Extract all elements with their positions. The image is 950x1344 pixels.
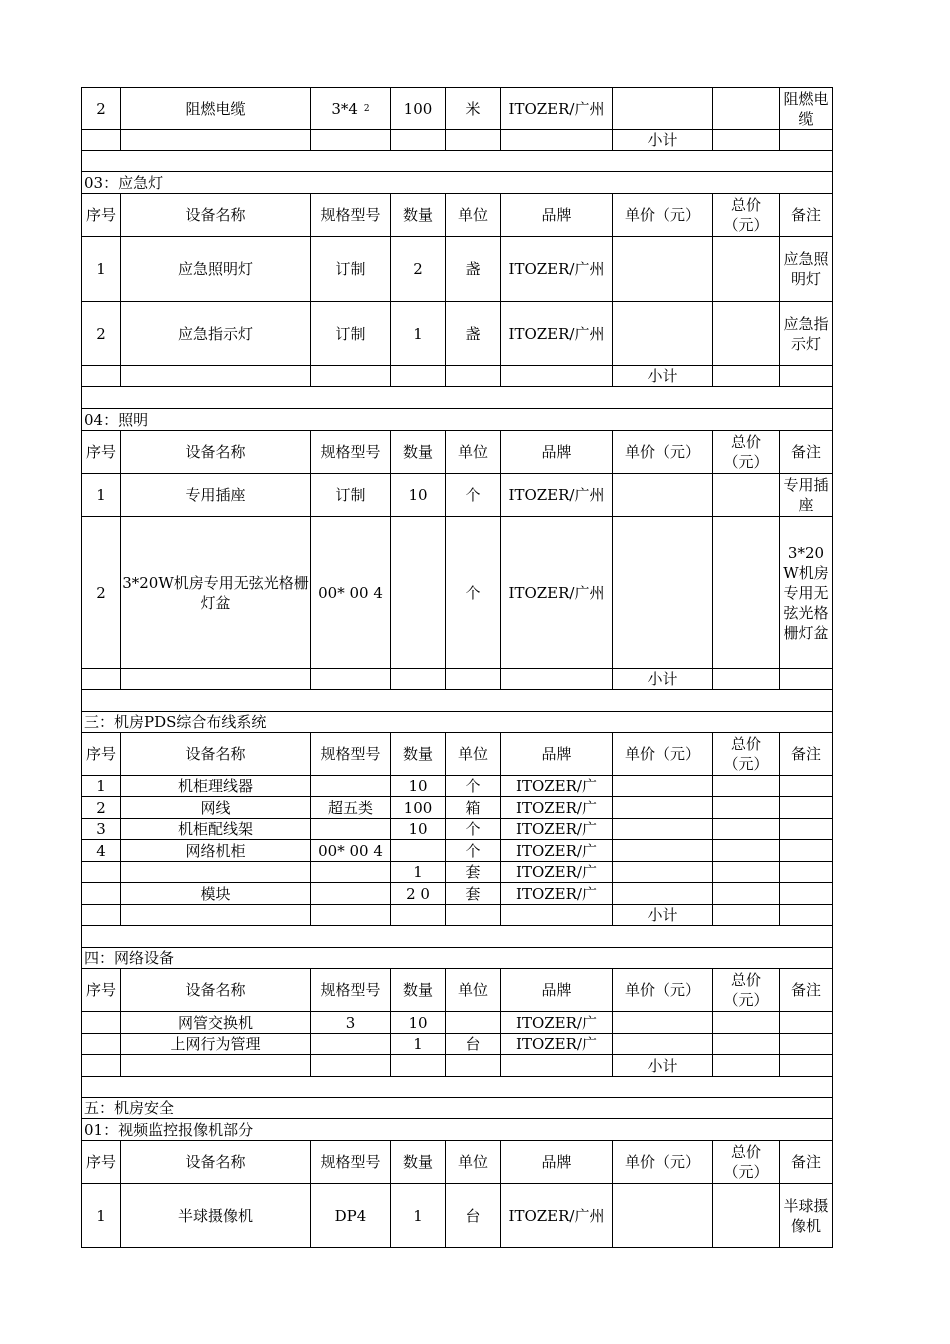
section-title-row bbox=[82, 1098, 833, 1119]
header-name-cell: 设备名称 bbox=[121, 733, 311, 776]
unit-cell: 个 bbox=[446, 840, 501, 862]
name-cell bbox=[121, 862, 311, 883]
unit-cell: 盏 bbox=[446, 302, 501, 366]
seq-cell bbox=[82, 130, 121, 151]
spacer-row bbox=[82, 1077, 833, 1098]
total-price-cell bbox=[713, 1184, 780, 1248]
spec-cell bbox=[311, 905, 391, 926]
section-title: 01：视频监控报像机部分 bbox=[82, 1119, 833, 1141]
section-title: 五：机房安全 bbox=[82, 1098, 833, 1119]
seq-cell: 2 bbox=[82, 88, 121, 130]
seq-cell: 2 bbox=[82, 517, 121, 669]
unit-cell bbox=[446, 905, 501, 926]
header-unit-cell: 单位 bbox=[446, 1141, 501, 1184]
header-qty-cell: 数量 bbox=[391, 733, 446, 776]
brand-cell: ITOZER/广 bbox=[501, 776, 613, 797]
spacer-cell bbox=[82, 926, 833, 948]
spec-cell bbox=[311, 1055, 391, 1077]
header-unit-price-cell: 单价（元） bbox=[613, 431, 713, 474]
table-row bbox=[82, 840, 833, 862]
header-brand-cell: 品牌 bbox=[501, 1141, 613, 1184]
unit-price-cell bbox=[613, 1012, 713, 1034]
seq-cell: 1 bbox=[82, 1184, 121, 1248]
note-cell: 应急照明灯 bbox=[780, 237, 833, 302]
spec-cell: 3 bbox=[311, 1012, 391, 1034]
seq-cell bbox=[82, 669, 121, 690]
header-qty-cell: 数量 bbox=[391, 431, 446, 474]
qty-cell bbox=[391, 1055, 446, 1077]
table-row bbox=[82, 517, 833, 669]
qty-cell: 10 bbox=[391, 474, 446, 517]
brand-cell bbox=[501, 1055, 613, 1077]
table-row bbox=[82, 1034, 833, 1055]
seq-cell: 4 bbox=[82, 840, 121, 862]
note-cell: 专用插座 bbox=[780, 474, 833, 517]
unit-price-cell bbox=[613, 237, 713, 302]
name-cell: 机柜理线器 bbox=[121, 776, 311, 797]
total-price-cell bbox=[713, 237, 780, 302]
note-cell bbox=[780, 840, 833, 862]
subtotal-label: 小计 bbox=[613, 366, 713, 387]
seq-cell: 2 bbox=[82, 797, 121, 819]
seq-cell: 2 bbox=[82, 302, 121, 366]
name-cell: 应急指示灯 bbox=[121, 302, 311, 366]
name-cell: 专用插座 bbox=[121, 474, 311, 517]
header-seq-cell: 序号 bbox=[82, 733, 121, 776]
header-seq-cell: 序号 bbox=[82, 1141, 121, 1184]
header-spec-cell: 规格型号 bbox=[311, 733, 391, 776]
unit-cell: 箱 bbox=[446, 797, 501, 819]
header-note-cell: 备注 bbox=[780, 194, 833, 237]
unit-cell bbox=[446, 366, 501, 387]
unit-price-cell bbox=[613, 474, 713, 517]
spacer-cell bbox=[82, 690, 833, 712]
note-cell bbox=[780, 905, 833, 926]
name-cell: 阻燃电缆 bbox=[121, 88, 311, 130]
note-cell bbox=[780, 776, 833, 797]
header-name-cell: 设备名称 bbox=[121, 431, 311, 474]
equipment-table bbox=[81, 87, 833, 1248]
qty-cell bbox=[391, 840, 446, 862]
unit-price-cell bbox=[613, 1034, 713, 1055]
header-total-price-cell: 总价（元） bbox=[713, 733, 780, 776]
qty-cell: 1 bbox=[391, 862, 446, 883]
subtotal-label: 小计 bbox=[613, 905, 713, 926]
spec-cell bbox=[311, 366, 391, 387]
header-note-cell: 备注 bbox=[780, 969, 833, 1012]
section-title: 三：机房PDS综合布线系统 bbox=[82, 712, 833, 733]
total-price-cell bbox=[713, 302, 780, 366]
name-cell: 机柜配线架 bbox=[121, 819, 311, 840]
note-cell: 应急指示灯 bbox=[780, 302, 833, 366]
brand-cell bbox=[501, 669, 613, 690]
unit-price-cell bbox=[613, 88, 713, 130]
table-row bbox=[82, 1184, 833, 1248]
note-cell: 阻燃电缆 bbox=[780, 88, 833, 130]
header-note-cell: 备注 bbox=[780, 431, 833, 474]
unit-price-cell bbox=[613, 840, 713, 862]
header-qty-cell: 数量 bbox=[391, 194, 446, 237]
header-spec-cell: 规格型号 bbox=[311, 969, 391, 1012]
qty-cell bbox=[391, 130, 446, 151]
header-seq-cell: 序号 bbox=[82, 969, 121, 1012]
total-price-cell bbox=[713, 1034, 780, 1055]
note-cell: 3*20W机房专用无弦光格栅灯盆 bbox=[780, 517, 833, 669]
name-cell: 模块 bbox=[121, 883, 311, 905]
brand-cell: ITOZER/广 bbox=[501, 797, 613, 819]
unit-price-cell bbox=[613, 1184, 713, 1248]
total-price-cell bbox=[713, 797, 780, 819]
spacer-cell bbox=[82, 151, 833, 172]
spacer-cell bbox=[82, 387, 833, 409]
total-price-cell bbox=[713, 905, 780, 926]
header-row bbox=[82, 194, 833, 237]
spacer-row bbox=[82, 151, 833, 172]
header-unit-price-cell: 单价（元） bbox=[613, 1141, 713, 1184]
header-brand-cell: 品牌 bbox=[501, 194, 613, 237]
spacer-row bbox=[82, 387, 833, 409]
header-total-price-cell: 总价（元） bbox=[713, 969, 780, 1012]
total-price-cell bbox=[713, 883, 780, 905]
seq-cell: 1 bbox=[82, 776, 121, 797]
spec-cell bbox=[311, 669, 391, 690]
qty-cell bbox=[391, 905, 446, 926]
qty-cell: 1 bbox=[391, 1034, 446, 1055]
qty-cell: 2 0 bbox=[391, 883, 446, 905]
table-row bbox=[82, 237, 833, 302]
seq-cell: 3 bbox=[82, 819, 121, 840]
total-price-cell bbox=[713, 862, 780, 883]
unit-price-cell bbox=[613, 302, 713, 366]
header-row bbox=[82, 969, 833, 1012]
header-qty-cell: 数量 bbox=[391, 969, 446, 1012]
note-cell bbox=[780, 797, 833, 819]
name-cell bbox=[121, 669, 311, 690]
spec-cell bbox=[311, 130, 391, 151]
header-seq-cell: 序号 bbox=[82, 431, 121, 474]
section-title: 03：应急灯 bbox=[82, 172, 833, 194]
name-cell bbox=[121, 366, 311, 387]
header-spec-cell: 规格型号 bbox=[311, 194, 391, 237]
seq-cell bbox=[82, 883, 121, 905]
header-unit-price-cell: 单价（元） bbox=[613, 194, 713, 237]
spec-cell bbox=[311, 776, 391, 797]
unit-cell: 台 bbox=[446, 1184, 501, 1248]
brand-cell: ITOZER/广 bbox=[501, 862, 613, 883]
table-row bbox=[82, 302, 833, 366]
total-price-cell bbox=[713, 88, 780, 130]
seq-cell bbox=[82, 905, 121, 926]
name-cell bbox=[121, 1055, 311, 1077]
header-total-price-cell: 总价（元） bbox=[713, 1141, 780, 1184]
header-brand-cell: 品牌 bbox=[501, 969, 613, 1012]
qty-cell: 10 bbox=[391, 776, 446, 797]
spec-cell: 00* 00 4 bbox=[311, 840, 391, 862]
total-price-cell bbox=[713, 1012, 780, 1034]
note-cell bbox=[780, 883, 833, 905]
spacer-cell bbox=[82, 1077, 833, 1098]
unit-cell bbox=[446, 669, 501, 690]
header-unit-price-cell: 单价（元） bbox=[613, 733, 713, 776]
qty-cell: 100 bbox=[391, 797, 446, 819]
table-row bbox=[82, 88, 833, 130]
seq-cell bbox=[82, 862, 121, 883]
header-brand-cell: 品牌 bbox=[501, 431, 613, 474]
note-cell bbox=[780, 819, 833, 840]
subtotal-label: 小计 bbox=[613, 130, 713, 151]
qty-cell: 10 bbox=[391, 1012, 446, 1034]
unit-price-cell bbox=[613, 517, 713, 669]
total-price-cell bbox=[713, 776, 780, 797]
brand-cell: ITOZER/广 bbox=[501, 1034, 613, 1055]
header-total-price-cell: 总价（元） bbox=[713, 194, 780, 237]
unit-cell: 套 bbox=[446, 883, 501, 905]
qty-cell bbox=[391, 669, 446, 690]
brand-cell: ITOZER/广州 bbox=[501, 88, 613, 130]
unit-cell: 个 bbox=[446, 819, 501, 840]
name-cell: 网管交换机 bbox=[121, 1012, 311, 1034]
header-total-price-cell: 总价（元） bbox=[713, 431, 780, 474]
section-title-row bbox=[82, 1119, 833, 1141]
total-price-cell bbox=[713, 517, 780, 669]
section-title: 04：照明 bbox=[82, 409, 833, 431]
qty-cell bbox=[391, 517, 446, 669]
unit-cell: 个 bbox=[446, 474, 501, 517]
note-cell bbox=[780, 669, 833, 690]
note-cell bbox=[780, 366, 833, 387]
seq-cell bbox=[82, 366, 121, 387]
header-unit-cell: 单位 bbox=[446, 733, 501, 776]
subtotal-row bbox=[82, 669, 833, 690]
qty-cell: 100 bbox=[391, 88, 446, 130]
total-price-cell bbox=[713, 366, 780, 387]
unit-cell bbox=[446, 130, 501, 151]
total-price-cell bbox=[713, 130, 780, 151]
table-row bbox=[82, 797, 833, 819]
section-title-row bbox=[82, 409, 833, 431]
unit-cell: 个 bbox=[446, 776, 501, 797]
section-title-row bbox=[82, 172, 833, 194]
note-cell bbox=[780, 1012, 833, 1034]
subtotal-row bbox=[82, 905, 833, 926]
brand-cell: ITOZER/广州 bbox=[501, 517, 613, 669]
superscript: 2 bbox=[363, 103, 370, 114]
spec-cell: 超五类 bbox=[311, 797, 391, 819]
spec-cell: DP4 bbox=[311, 1184, 391, 1248]
unit-cell bbox=[446, 1012, 501, 1034]
brand-cell: ITOZER/广州 bbox=[501, 474, 613, 517]
seq-cell bbox=[82, 1034, 121, 1055]
subtotal-label: 小计 bbox=[613, 669, 713, 690]
spec-cell: 订制 bbox=[311, 474, 391, 517]
spec-cell bbox=[311, 819, 391, 840]
unit-cell: 个 bbox=[446, 517, 501, 669]
note-cell bbox=[780, 1034, 833, 1055]
seq-cell: 1 bbox=[82, 237, 121, 302]
unit-cell bbox=[446, 1055, 501, 1077]
subtotal-row bbox=[82, 1055, 833, 1077]
header-unit-cell: 单位 bbox=[446, 194, 501, 237]
qty-cell bbox=[391, 366, 446, 387]
spec-cell bbox=[311, 862, 391, 883]
total-price-cell bbox=[713, 840, 780, 862]
header-unit-cell: 单位 bbox=[446, 431, 501, 474]
brand-cell: ITOZER/广 bbox=[501, 840, 613, 862]
spacer-row bbox=[82, 926, 833, 948]
name-cell: 网线 bbox=[121, 797, 311, 819]
total-price-cell bbox=[713, 669, 780, 690]
unit-price-cell bbox=[613, 776, 713, 797]
subtotal-row bbox=[82, 366, 833, 387]
spacer-row bbox=[82, 690, 833, 712]
header-row bbox=[82, 733, 833, 776]
header-row bbox=[82, 431, 833, 474]
subtotal-label: 小计 bbox=[613, 1055, 713, 1077]
name-cell bbox=[121, 130, 311, 151]
note-cell bbox=[780, 130, 833, 151]
header-unit-price-cell: 单价（元） bbox=[613, 969, 713, 1012]
brand-cell bbox=[501, 366, 613, 387]
unit-cell: 盏 bbox=[446, 237, 501, 302]
unit-cell: 台 bbox=[446, 1034, 501, 1055]
note-cell bbox=[780, 862, 833, 883]
table-row bbox=[82, 1012, 833, 1034]
seq-cell bbox=[82, 1012, 121, 1034]
qty-cell: 2 bbox=[391, 237, 446, 302]
brand-cell: ITOZER/广州 bbox=[501, 302, 613, 366]
brand-cell bbox=[501, 130, 613, 151]
name-cell: 3*20W机房专用无弦光格栅灯盆 bbox=[121, 517, 311, 669]
header-row bbox=[82, 1141, 833, 1184]
note-cell: 半球摄像机 bbox=[780, 1184, 833, 1248]
quotation-sheet bbox=[81, 87, 832, 1248]
spec-cell: 00* 00 4 bbox=[311, 517, 391, 669]
table-row bbox=[82, 819, 833, 840]
name-cell: 应急照明灯 bbox=[121, 237, 311, 302]
header-qty-cell: 数量 bbox=[391, 1141, 446, 1184]
header-note-cell: 备注 bbox=[780, 1141, 833, 1184]
total-price-cell bbox=[713, 474, 780, 517]
qty-cell: 1 bbox=[391, 1184, 446, 1248]
table-row bbox=[82, 474, 833, 517]
name-cell: 网络机柜 bbox=[121, 840, 311, 862]
table-row bbox=[82, 776, 833, 797]
header-seq-cell: 序号 bbox=[82, 194, 121, 237]
header-brand-cell: 品牌 bbox=[501, 733, 613, 776]
header-name-cell: 设备名称 bbox=[121, 969, 311, 1012]
spec-cell: 3*4 $^2$ bbox=[311, 88, 391, 130]
qty-cell: 1 bbox=[391, 302, 446, 366]
brand-cell: ITOZER/广 bbox=[501, 883, 613, 905]
brand-cell: ITOZER/广 bbox=[501, 819, 613, 840]
section-title: 四：网络设备 bbox=[82, 948, 833, 969]
brand-cell: ITOZER/广州 bbox=[501, 237, 613, 302]
section-title-row bbox=[82, 712, 833, 733]
name-cell: 半球摄像机 bbox=[121, 1184, 311, 1248]
spec-cell: 订制 bbox=[311, 237, 391, 302]
brand-cell: ITOZER/广州 bbox=[501, 1184, 613, 1248]
spec-cell bbox=[311, 1034, 391, 1055]
unit-price-cell bbox=[613, 862, 713, 883]
header-unit-cell: 单位 bbox=[446, 969, 501, 1012]
subtotal-row bbox=[82, 130, 833, 151]
qty-cell: 10 bbox=[391, 819, 446, 840]
name-cell: 上网行为管理 bbox=[121, 1034, 311, 1055]
table-row bbox=[82, 883, 833, 905]
brand-cell: ITOZER/广 bbox=[501, 1012, 613, 1034]
unit-cell: 套 bbox=[446, 862, 501, 883]
unit-price-cell bbox=[613, 797, 713, 819]
seq-cell bbox=[82, 1055, 121, 1077]
unit-price-cell bbox=[613, 883, 713, 905]
header-spec-cell: 规格型号 bbox=[311, 431, 391, 474]
header-spec-cell: 规格型号 bbox=[311, 1141, 391, 1184]
unit-price-cell bbox=[613, 819, 713, 840]
note-cell bbox=[780, 1055, 833, 1077]
section-title-row bbox=[82, 948, 833, 969]
spec-cell: 订制 bbox=[311, 302, 391, 366]
total-price-cell bbox=[713, 1055, 780, 1077]
header-name-cell: 设备名称 bbox=[121, 1141, 311, 1184]
total-price-cell bbox=[713, 819, 780, 840]
seq-cell: 1 bbox=[82, 474, 121, 517]
header-note-cell: 备注 bbox=[780, 733, 833, 776]
header-name-cell: 设备名称 bbox=[121, 194, 311, 237]
table-row bbox=[82, 862, 833, 883]
name-cell bbox=[121, 905, 311, 926]
spec-cell bbox=[311, 883, 391, 905]
table-body bbox=[82, 88, 833, 1248]
brand-cell bbox=[501, 905, 613, 926]
unit-cell: 米 bbox=[446, 88, 501, 130]
